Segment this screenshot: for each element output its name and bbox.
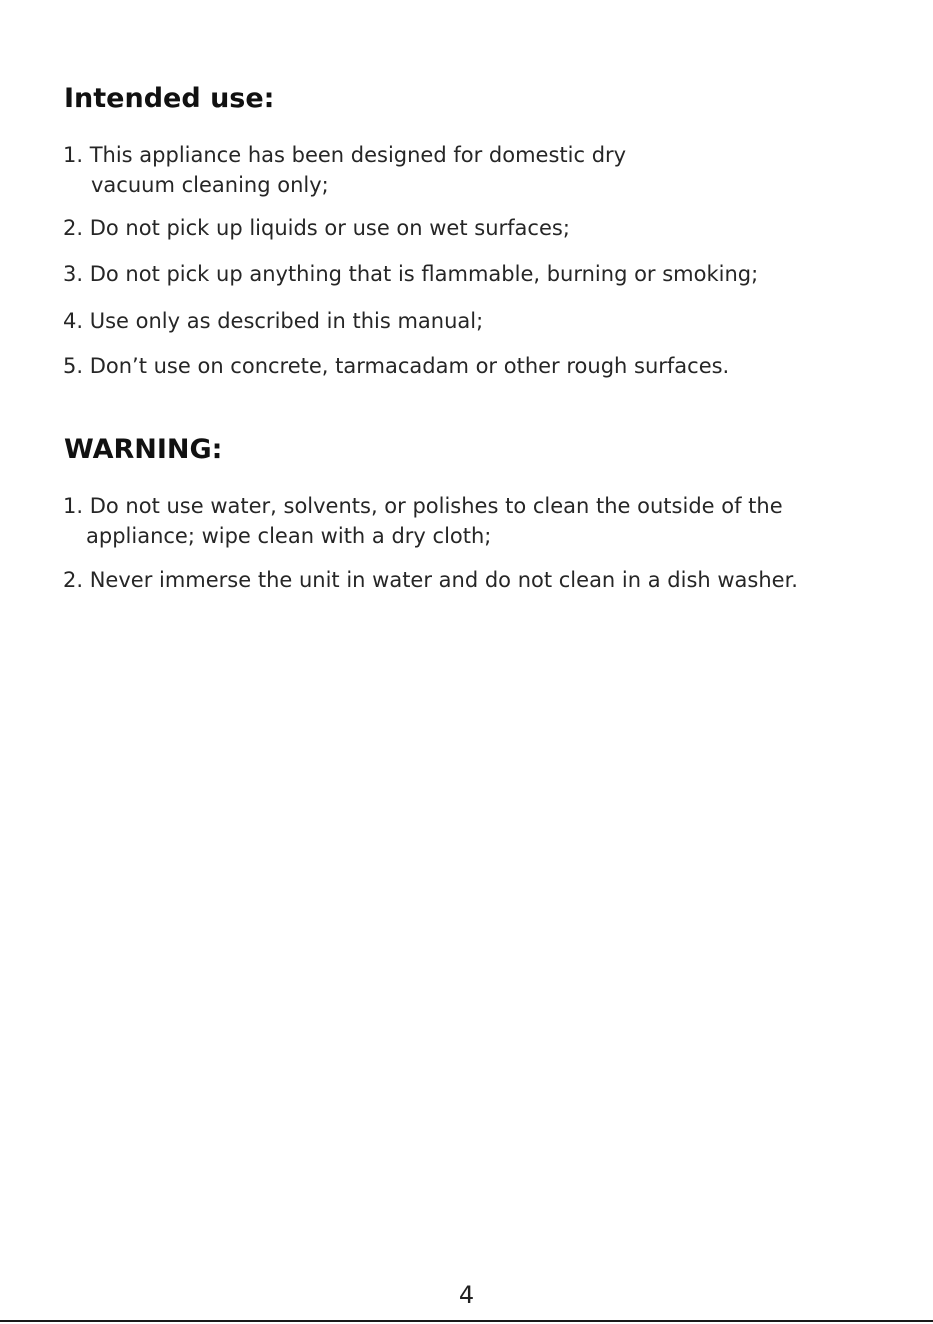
bottom-rule [0, 1320, 933, 1322]
intended-use-item-3 [63, 259, 758, 289]
intended-use-item-4 [63, 306, 483, 336]
warning-item-1-line-2: appliance; wipe clean with a dry cloth; [86, 524, 492, 548]
intended-use-item-1-line-2: vacuum cleaning only; [91, 173, 329, 197]
intended-use-item-5-text: 5. Don’t use on concrete, tarmacadam or other rough surfaces. [63, 354, 730, 378]
warning-item-1-line-1: 1. Do not use water, solvents, or polishes to clean the outside of the [63, 494, 783, 518]
intended-use-item-2 [63, 213, 570, 243]
warning-item-2-text: 2. Never immerse the unit in water and do not clean in a dish washer. [63, 568, 798, 592]
intended-use-heading: Intended use: [64, 83, 275, 114]
intended-use-item-5 [63, 351, 729, 381]
page-number: 4 [458, 1281, 475, 1309]
warning-item-1 [63, 491, 783, 551]
intended-use-item-4-text: 4. Use only as described in this manual; [63, 309, 484, 333]
intended-use-item-1 [63, 140, 626, 200]
intended-use-item-3-text: 3. Do not pick up anything that is flammable, burning or smoking; [63, 262, 759, 286]
warning-heading: WARNING: [64, 434, 223, 465]
warning-item-2 [63, 565, 798, 595]
intended-use-item-2-text: 2. Do not pick up liquids or use on wet surfaces; [63, 216, 570, 240]
intended-use-item-1-line-1: 1. This appliance has been designed for domestic dry [63, 143, 627, 167]
